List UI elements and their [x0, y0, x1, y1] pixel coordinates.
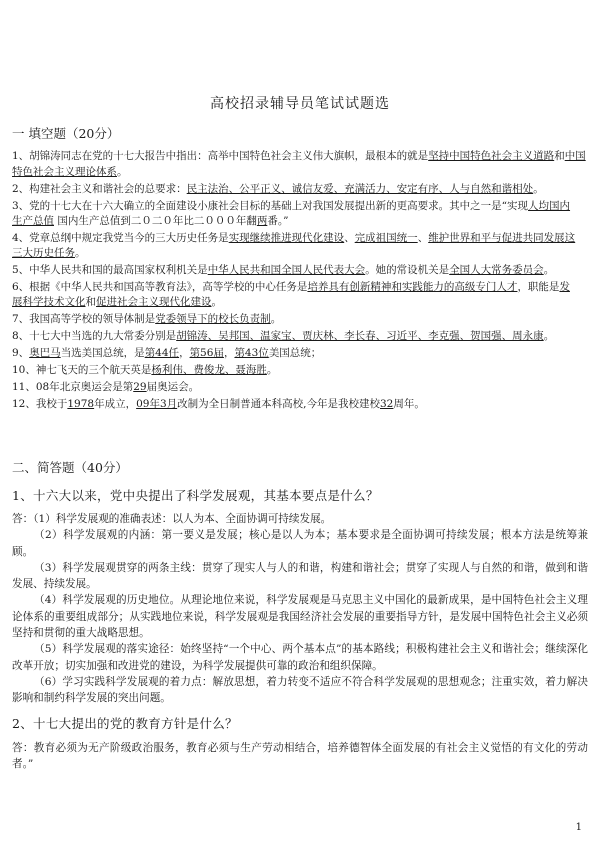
fill-question-1: 1、胡锦涛同志在党的十七大报告中指出：高举中国特色社会主义伟大旗帜，最根本的就是坚持中国特色社会主义道路和中国: [12, 150, 586, 162]
fill-question-5: 5、中华人民共和国的最高国家权利机关是中华人民共和国全国人民代表大会。她的常设机关是全国人大常务委员会。: [12, 264, 555, 276]
document-title: 高校招录辅导员笔试试题选: [210, 96, 390, 112]
short-question-2-answer: 答：教育必须为无产阶级政治服务，教育必须与生产劳动相结合，培养德智体全面发展的有社会主义觉悟的有文化的劳动者。”: [12, 742, 588, 771]
fill-question-9: 9、奥巴马当选美国总统，是第44任，第56届，第43位美国总统；: [12, 347, 322, 359]
answer-point-1: 答：（1）科学发展观的准确表述：以人为本、全面协调可持续发展。: [12, 513, 332, 525]
short-question-1-answer: [12, 511, 588, 707]
fill-question-6: 6、根据《中华人民共和国高等教育法》，高等学校的中心任务是培养具有创新精神和实践能力的高级专门人才，职能是发: [12, 281, 570, 293]
answer-point-5: （5）科学发展观的落实途径：始终坚持“一个中心、两个基本点”的基本路线；积极构建社会主义和谐社会；继续深化改革开放；切实加强和改进党的建设，为科学发展提供可靠的政治和组织保障。: [12, 643, 588, 672]
section2-heading: 二、简答题（40分）: [12, 460, 128, 475]
fill-question-3-cont: 生产总值 国内生产总值到二０二０年比二０００年翻两番。”: [12, 215, 289, 227]
page-number: 1: [575, 822, 582, 833]
fill-question-4: 4、党章总纲中规定我党当今的三大历史任务是实现继续推进现代化建设、完成祖国统一、维护世界和平与促进共同发展这: [12, 232, 576, 244]
fill-question-12: 12、我校于1978年成立，09年3月改制为全日制普通本科高校,今年是我校建校32周年。: [12, 398, 425, 410]
short-question-1-title: 1、十六大以来，党中央提出了科学发展观，其基本要点是什么？: [12, 488, 379, 503]
answer-point-3: （3）科学发展观贯穿的两条主线：贯穿了现实人与人的和谐，构建和谐社会；贯穿了实现人与自然的和谐，做到和谐发展、持续发展。: [12, 561, 588, 591]
fill-question-6-cont: 展科学技术文化和促进社会主义现代化建设。: [12, 296, 222, 308]
fill-question-7: 7、我国高等学校的领导体制是党委领导下的校长负责制。: [12, 313, 282, 325]
fill-question-1-cont: 特色社会主义理论体系。: [12, 166, 128, 178]
fill-question-4-cont: 三大历史任务。: [12, 247, 86, 259]
answer-point-2: （2）科学发展观的内涵：第一要义是发展；核心是以人为本；基本要求是全面协调可持续发展；根本方法是统筹兼顾。: [12, 529, 588, 558]
fill-question-2: 2、构建社会主义和谐社会的总要求：民主法治、公平正义、诚信友爱、充满活力、安定有序、人与自然和谐相处。: [12, 183, 544, 195]
answer-point-6: （6）学习实践科学发展观的着力点：解放思想，着力转变不适应不符合科学发展观的思想观念；注重实效，着力解决影响和制约科学发展的突出问题。: [12, 675, 588, 705]
section1-heading: 一 填空题（20分）: [12, 126, 120, 141]
fill-question-11: 11、08年北京奥运会是第29届奥运会。: [12, 381, 200, 393]
fill-question-10: 10、神七飞天的三个航天英是杨利伟、费俊龙、聂海胜。: [12, 364, 278, 376]
short-question-2-title: 2、十七大提出的党的教育方针是什么？: [12, 716, 238, 731]
fill-question-8: 8、十七大中当选的九大常委分别是胡锦涛、吴邦国、温家宝、贾庆林、李长春、习近平、李克强、贺国强、周永康。: [12, 330, 555, 342]
answer-point-4: （4）科学发展观的历史地位。从理论地位来说，科学发展观是马克思主义中国化的最新成果，是中国特色社会主义理论体系的重要组成部分；从实践地位来说，科学发展观是我国经济社会发展的重要指导方针，是发展中国特色社会主义必须坚持和贯彻的重大战略思想。: [12, 594, 588, 640]
fill-question-3: 3、党的十七大在十六大确立的全面建设小康社会目标的基础上对我国发展提出新的更高要求。其中之一是“实现人均国内: [12, 200, 571, 212]
